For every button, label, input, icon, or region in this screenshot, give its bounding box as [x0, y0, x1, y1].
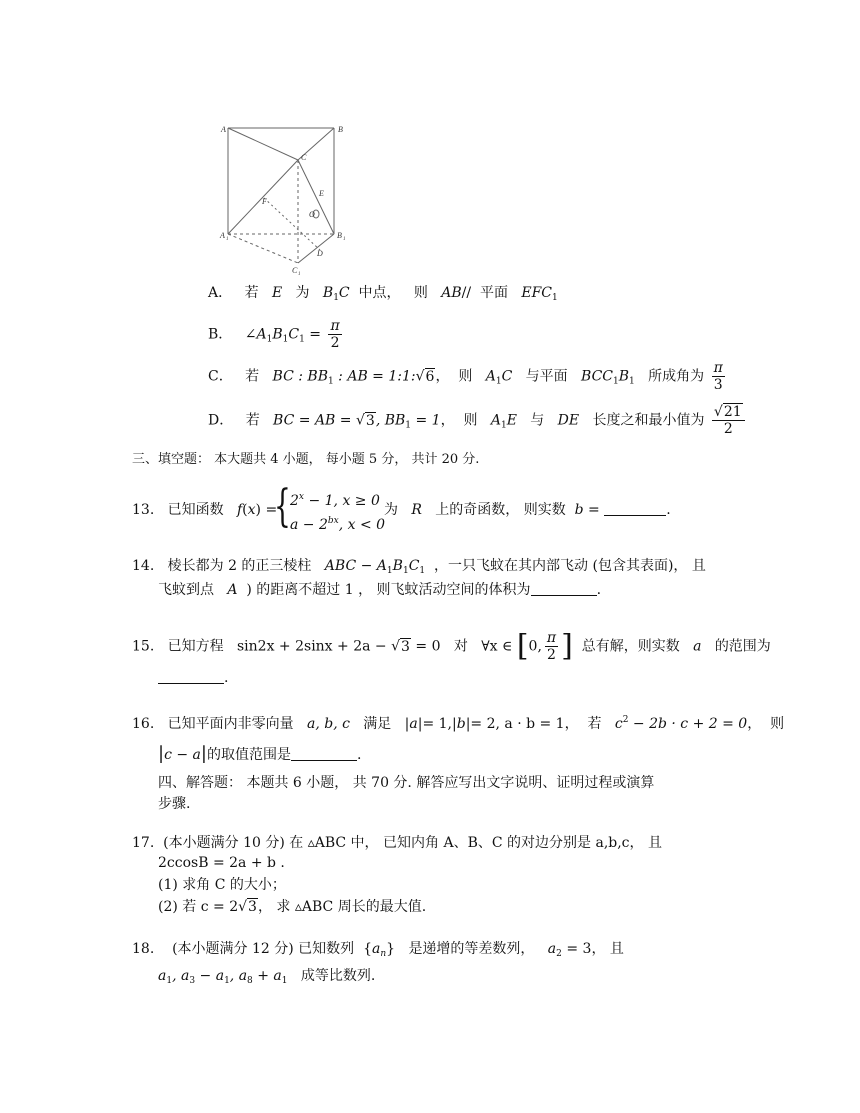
comma: ， — [435, 368, 450, 385]
sub-1: 1 — [224, 976, 230, 986]
edge-b1-c1 — [298, 234, 334, 263]
plus-a1: + a — [252, 968, 282, 984]
text: 飞蚊到点 — [158, 582, 214, 598]
exp-x: x — [298, 492, 304, 502]
question-number: 13. — [132, 502, 155, 518]
question-17-part-1: (1) 求角 C 的大小； — [158, 877, 286, 893]
text: 已知平面内非零向量 — [167, 716, 294, 732]
period: . — [356, 747, 362, 763]
cond-2: , x < 0 — [338, 517, 386, 533]
sub-1: 1 — [166, 976, 173, 986]
question-18-line-2 — [158, 966, 375, 991]
question-17-part-2: (2) 若 c = 2√3， 求 ▵ABC 周长的最大值. — [158, 899, 427, 915]
question-14-line-1 — [132, 556, 706, 581]
sub: 1 — [333, 293, 339, 303]
prism-c1: C — [408, 558, 420, 574]
sub: 1 — [386, 566, 393, 576]
text: 则 — [770, 716, 785, 732]
point-e: E — [271, 285, 283, 301]
ratio-expr: BC : BB — [272, 368, 328, 385]
interval-start: 0, — [528, 638, 542, 655]
sub: 1 — [495, 376, 502, 387]
question-number: 17. — [132, 835, 155, 851]
question-17-line-1 — [132, 833, 662, 853]
text: 已知方程 — [167, 638, 224, 655]
label-a: A — [221, 125, 226, 134]
seq-a: a — [372, 941, 381, 957]
question-number: 16. — [132, 716, 155, 732]
numerator: π — [546, 630, 557, 646]
answer-blank[interactable] — [531, 581, 597, 596]
text: 平面 — [480, 285, 509, 301]
option-letter: C． — [208, 368, 233, 385]
answer-blank[interactable] — [291, 746, 357, 761]
vec-c: c — [614, 716, 623, 732]
term-a1: a — [158, 968, 167, 984]
question-number: 18. — [132, 941, 155, 957]
piecewise-brace: { — [274, 481, 291, 532]
sqrt-3: 3 — [248, 899, 257, 915]
bracket-left: [ — [516, 628, 529, 664]
text: ， 且 — [591, 941, 624, 957]
label-b1-sub: 1 — [343, 237, 346, 242]
equals-3: = 3 — [561, 941, 592, 957]
section-4-heading-line-2: 步骤. — [158, 796, 191, 812]
sqrt-3: 3 — [401, 638, 410, 655]
question-16-line-2: |c − a|的取值范围是 . — [158, 743, 362, 764]
cond-1: = 1, — [422, 716, 452, 732]
text: 总有解，则实数 — [581, 638, 680, 655]
label-b: B — [338, 125, 343, 134]
text: 上的奇函数， 则实数 — [435, 502, 566, 518]
plane-b1: B — [618, 368, 630, 385]
label-b1: B — [337, 231, 342, 240]
angle-b: B — [272, 326, 283, 343]
question-14-line-2 — [158, 580, 601, 600]
term-a2: a — [547, 941, 557, 957]
text: 与 — [530, 412, 545, 429]
text: 是递增的等差数列， — [408, 941, 535, 957]
cond-3: − 2b · c + 2 = 0 — [628, 716, 748, 732]
text: 若 — [245, 412, 260, 429]
label-a1: A — [220, 231, 225, 240]
cond-expr-2: , BB — [375, 412, 406, 429]
bracket-right: ] — [561, 628, 573, 664]
text: 与平面 — [525, 368, 568, 385]
edge-c-b1 — [298, 160, 334, 234]
cond-expr-3: = 1 — [411, 412, 441, 429]
seg-a1c-c: C — [501, 368, 513, 385]
sqrt-3: 3 — [365, 412, 375, 429]
period: . — [666, 502, 671, 518]
label-o: O — [309, 210, 315, 219]
set-r: R — [411, 502, 422, 518]
text: 则 — [413, 285, 428, 301]
minus-a1: − a — [195, 968, 225, 984]
text: 为 — [295, 285, 310, 301]
text: 所成角为 — [648, 368, 705, 385]
comma: ， — [440, 412, 455, 429]
denominator: 2 — [547, 647, 556, 663]
denominator: 2 — [723, 421, 733, 437]
base-2: 2 — [290, 493, 299, 509]
period: . — [224, 670, 229, 686]
label-d: D — [317, 249, 323, 258]
sub: 1 — [402, 566, 409, 576]
period: . — [596, 582, 602, 598]
expr-a: a − 2 — [290, 517, 328, 533]
piecewise-row-2 — [290, 511, 385, 535]
question-15-blank-line — [158, 668, 228, 688]
fraction — [545, 630, 558, 663]
prism-b1: B — [392, 558, 403, 574]
seg-a1e-e: E — [506, 412, 517, 429]
sqrt-21: 21 — [723, 404, 742, 420]
text: 若 — [587, 716, 602, 732]
sub-n: n — [380, 949, 387, 959]
text: 则 — [463, 412, 478, 429]
forall-x: ∀x ∈ — [481, 638, 513, 655]
label-c: C — [301, 153, 307, 162]
cond-1: − 1, x ≥ 0 — [304, 493, 380, 509]
ratio-expr-2: : AB = 1:1: — [333, 368, 416, 385]
sub-8: 8 — [247, 976, 253, 986]
var-a: a — [693, 638, 702, 655]
text: ， 求 ▵ABC 周长的最大值. — [257, 899, 427, 915]
question-13: 13. 已知函数 f(x) = — [132, 502, 278, 518]
fraction — [712, 360, 725, 393]
question-16-line-1: 16. 已知平面内非零向量 a, b, c 满足 |a|= 1,|b|= 2, a · b = 1， 若 $c^2 - 2b \cdot c + 2 = 0$， 则 — [132, 715, 785, 732]
exp-2: 2 — [622, 715, 629, 725]
sub-3: 3 — [189, 976, 196, 986]
sub-1: 1 — [281, 976, 288, 986]
label-c1: C — [292, 266, 298, 275]
label-e: E — [319, 189, 324, 198]
text: 为 — [384, 502, 398, 518]
option-a — [208, 283, 558, 308]
text: 对 — [453, 638, 468, 655]
angle-c: C — [288, 326, 300, 343]
sub: 1 — [613, 376, 619, 387]
text: (2) 若 c = 2 — [158, 899, 239, 915]
text: 满足 — [363, 716, 392, 732]
angle: ∠A — [244, 326, 267, 343]
piecewise-row-1 — [290, 487, 380, 511]
text: (本小题满分 10 分) 在 ▵ABC 中， 已知内角 A、B、C 的对边分别是 a,b,c， 且 — [163, 835, 662, 851]
answer-blank[interactable] — [158, 669, 224, 684]
seg-b1c-c: C — [338, 285, 350, 301]
option-letter: A． — [208, 285, 233, 301]
question-number: 14. — [132, 558, 155, 574]
prism-figure — [212, 118, 352, 280]
abs-c-minus-a: c − a — [164, 747, 201, 763]
question-18-line-1: 18. (本小题满分 12 分) 已知数列 $\{a_n\}$ 是递增的等差数列， $a_2 = 3$， 且 — [132, 941, 624, 959]
numerator: √21 — [712, 404, 745, 421]
cond-2: = 2, a · b = 1 — [470, 716, 565, 732]
fraction — [328, 318, 341, 351]
equals: = — [265, 502, 278, 518]
edge-f-d — [264, 198, 320, 250]
plane-bcc1b1: BCC — [581, 368, 614, 385]
section-4-heading-line-1: 四、解答题： 本题共 6 小题， 共 70 分. 解答应写出文字说明、证明过程或演算 — [158, 775, 655, 791]
exp-bx: bx — [327, 516, 339, 526]
text: (本小题满分 12 分) 已知数列 — [172, 941, 355, 957]
prism-abc: ABC − A — [324, 558, 387, 574]
text: 成等比数列. — [300, 968, 376, 984]
option-b — [208, 318, 345, 351]
parallel: // — [461, 285, 472, 301]
point-a: A — [227, 582, 238, 598]
question-number: 15. — [132, 638, 155, 655]
text: 已知函数 — [167, 502, 224, 518]
sub: 1 — [500, 420, 507, 431]
text: ，一只飞蚊在其内部飞动 (包含其表面)， 且 — [434, 558, 706, 574]
sub: 1 — [282, 334, 289, 345]
option-c: C． 若 BC : $BB_1$ : AB = 1:1:√6， 则 $A_1C$ 与平面 $BCC_1B_1$ 所成角为 $\frac{\pi}{3}$ — [208, 360, 723, 393]
equation: sin2x + 2sinx + 2a − — [236, 638, 392, 655]
text: 中点， — [358, 285, 401, 301]
seg-a1e: A — [490, 412, 501, 429]
sub: 1 — [299, 334, 305, 345]
sub: 1 — [552, 293, 558, 303]
equals-zero: = 0 — [410, 638, 441, 655]
edge-a-c — [228, 128, 298, 160]
denominator: 3 — [713, 377, 723, 393]
seg-b1c: B — [322, 285, 334, 301]
option-letter: D． — [208, 412, 234, 429]
sub: 1 — [419, 566, 426, 576]
edge-a1-c1 — [228, 234, 298, 263]
seg-ab: AB — [441, 285, 462, 301]
text: ) 的距离不超过 1 ， 则飞蚊活动空间的体积为 — [246, 582, 531, 598]
text: 若 — [244, 285, 259, 301]
var-b: b — [574, 502, 584, 518]
term-a8: , a — [229, 968, 248, 984]
text: 的取值范围是 — [206, 747, 291, 763]
question-17-line-2: 2ccosB = 2a + b . — [158, 855, 285, 871]
option-letter: B． — [208, 326, 233, 343]
sub-2: 2 — [556, 949, 562, 959]
denominator: 2 — [330, 335, 340, 351]
vectors: a, b, c — [306, 716, 350, 732]
text: 长度之和最小值为 — [592, 412, 705, 429]
sub: 1 — [405, 420, 412, 431]
answer-blank[interactable] — [604, 501, 666, 516]
func-x: x — [247, 502, 256, 518]
option-d: D． 若 BC = AB = √3, $BB_1 = 1$， 则 $A_1E$ 与 DE 长度之和最小值为 $\frac{√21}{2}$ — [208, 404, 748, 437]
question-13-rest — [384, 500, 671, 520]
sub: 1 — [327, 376, 334, 387]
fraction — [712, 404, 745, 437]
numerator: π — [713, 360, 723, 376]
term-a3: , a — [172, 968, 190, 984]
text: 则 — [458, 368, 473, 385]
seg-a1c: A — [485, 368, 496, 385]
text: 的范围为 — [714, 638, 771, 655]
text: 棱长都为 2 的正三棱柱 — [167, 558, 312, 574]
func-f: f — [236, 502, 243, 518]
sqrt-6: 6 — [425, 368, 435, 385]
label-f: F — [262, 197, 267, 206]
abs-b: b — [456, 716, 466, 732]
equals: = — [583, 502, 605, 518]
cond-expr: BC = AB = — [273, 412, 356, 429]
text: 若 — [245, 368, 260, 385]
plane-efc1: EFC — [521, 285, 553, 301]
sub: 1 — [629, 376, 635, 387]
label-a1-sub: 1 — [226, 237, 229, 242]
equals: = — [309, 326, 321, 343]
comma: ， — [747, 716, 762, 732]
comma: ， — [564, 716, 579, 732]
seg-de: DE — [557, 412, 580, 429]
numerator: π — [330, 318, 340, 334]
section-3-heading: 三、填空题： 本大题共 4 小题， 每小题 5 分， 共计 20 分. — [132, 452, 480, 467]
sub: 1 — [266, 334, 273, 345]
question-15: 15. 已知方程 sin2x + 2sinx + 2a − √3 = 0 对 ∀x ∈ [0, $\frac{\pi}{2}$ ] 总有解，则实数 a 的范围为 — [132, 628, 771, 664]
label-c1-sub: 1 — [298, 272, 301, 277]
abs-a: a — [409, 716, 418, 732]
